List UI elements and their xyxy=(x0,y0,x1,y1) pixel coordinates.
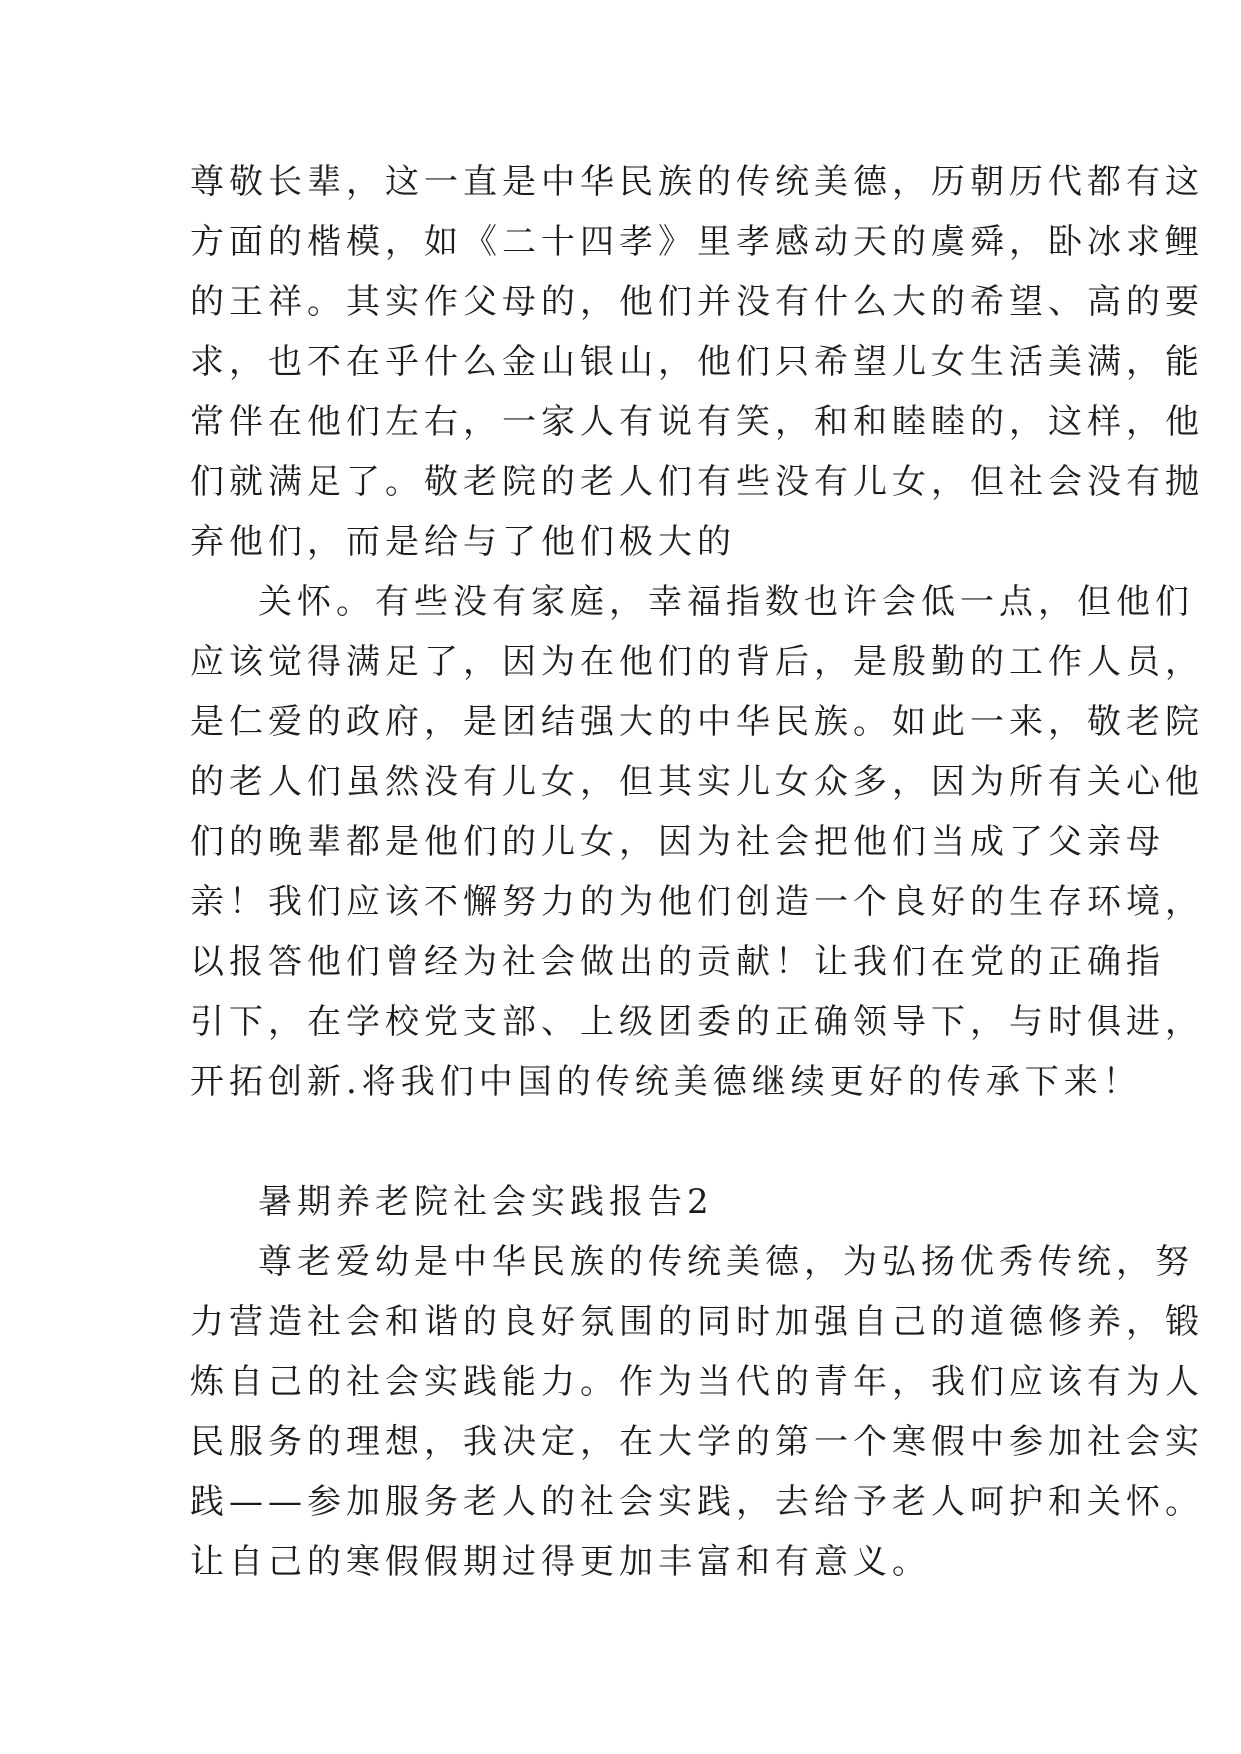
text-line: 应该觉得满足了，因为在他们的背后，是殷勤的工作人员， xyxy=(190,642,1204,682)
text-line: 让自己的寒假假期过得更加丰富和有意义。 xyxy=(190,1542,931,1582)
paragraph-spacer xyxy=(190,1112,1070,1172)
text-line: 尊老爱幼是中华民族的传统美德，为弘扬优秀传统，努 xyxy=(258,1242,1194,1282)
text-line: 是仁爱的政府，是团结强大的中华民族。如此一来，敬老院 xyxy=(190,702,1204,742)
text-line: 践——参加服务老人的社会实践，去给予老人呵护和关怀。 xyxy=(190,1482,1204,1522)
paragraph-3 xyxy=(190,1232,1204,1592)
text-line: 的老人们虽然没有儿女，但其实儿女众多，因为所有关心他 xyxy=(190,762,1204,802)
text-line: 民服务的理想，我决定，在大学的第一个寒假中参加社会实 xyxy=(190,1422,1204,1462)
text-line: 亲！我们应该不懈努力的为他们创造一个良好的生存环境， xyxy=(190,882,1204,922)
text-line: 引下，在学校党支部、上级团委的正确领导下，与时俱进， xyxy=(190,1002,1204,1042)
text-line: 尊敬长辈，这一直是中华民族的传统美德，历朝历代都有这 xyxy=(190,162,1204,202)
text-line: 们就满足了。敬老院的老人们有些没有儿女，但社会没有抛 xyxy=(190,462,1204,502)
paragraph-2 xyxy=(190,572,1204,1112)
text-line: 力营造社会和谐的良好氛围的同时加强自己的道德修养，锻 xyxy=(190,1302,1204,1342)
text-line: 求，也不在乎什么金山银山，他们只希望儿女生活美满，能 xyxy=(190,342,1204,382)
text-line: 以报答他们曾经为社会做出的贡献！让我们在党的正确指 xyxy=(190,942,1165,982)
text-line: 开拓创新.将我们中国的传统美德继续更好的传承下来！ xyxy=(190,1062,1142,1102)
section-heading xyxy=(190,1172,1070,1232)
text-line: 炼自己的社会实践能力。作为当代的青年，我们应该有为人 xyxy=(190,1362,1204,1402)
text-line: 常伴在他们左右，一家人有说有笑，和和睦睦的，这样，他 xyxy=(190,402,1204,442)
text-line: 的王祥。其实作父母的，他们并没有什么大的希望、高的要 xyxy=(190,282,1204,322)
text-line: 弃他们，而是给与了他们极大的 xyxy=(190,522,736,562)
paragraph-1 xyxy=(190,152,1204,572)
section-title: 暑期养老院社会实践报告2 xyxy=(258,1182,714,1222)
text-line: 关怀。有些没有家庭，幸福指数也许会低一点，但他们 xyxy=(258,582,1194,622)
document-body xyxy=(190,152,1204,1592)
text-line: 方面的楷模，如《二十四孝》里孝感动天的虞舜，卧冰求鲤 xyxy=(190,222,1204,262)
text-line: 们的晚辈都是他们的儿女，因为社会把他们当成了父亲母 xyxy=(190,822,1165,862)
